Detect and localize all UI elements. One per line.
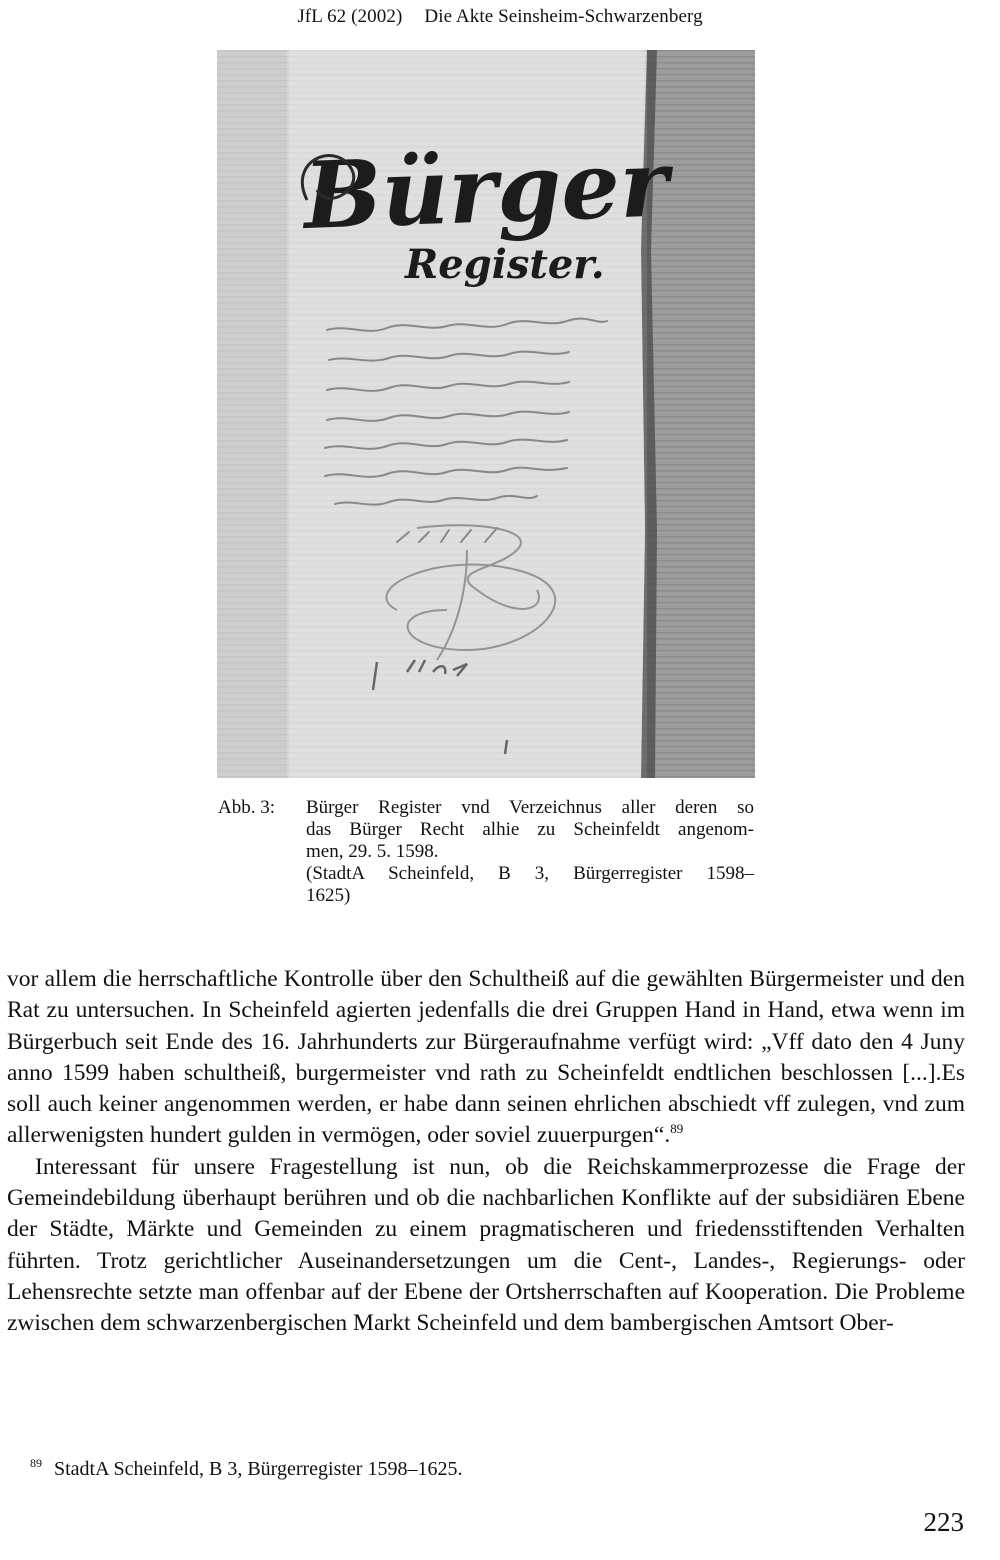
paragraph [7, 964, 965, 1152]
paragraph-text: vor allem die herrschaftliche Kontrolle über den Schultheiß auf die gewählten Bürgermeister und den Rat zu untersuchen. In Scheinfeld agierten jedenfalls die drei Gruppen Hand in Hand, etwa wenn im Bürgerbuch seit Ende des 16. Jahrhunderts zur Bürgeraufnahme verfügt wird: „Vff dato den 4 Juny anno 1599 haben schultheiß, burgermeister vnd rath zu Scheinfeldt endtlichen beschlossen [...].Es soll auch keiner angenommen werden, er habe dann seinen ehrlichen abschiedt vff zulegen, vnd zum allerwenigsten hundert gulden in vermögen, oder soviel zuuerpurgen“. [7, 966, 965, 1149]
footnote-number: 89 [30, 1456, 42, 1470]
footnote-reference[interactable]: 89 [670, 1121, 684, 1137]
manuscript-title: Bürger [301, 129, 670, 250]
body-text [7, 964, 965, 1340]
running-head [0, 6, 1000, 28]
page-number: 223 [923, 1507, 964, 1537]
caption-line: das Bürger Recht alhie zu Scheinfeldt angenom- [306, 819, 754, 840]
caption-body [306, 797, 754, 907]
manuscript-photo [217, 50, 755, 778]
manuscript-illustration [217, 50, 755, 778]
journal-reference: JfL 62 (2002) [297, 6, 403, 27]
paragraph-text: Interessant für unsere Fragestellung ist nun, ob die Reichskammerprozesse die Frage der Gemeindebildung überhaupt berühren und ob die nachbarlichen Konflikte auf der subsidiären Ebene der Städte, Märkte und Gemeinden zu einem pragmatischeren und friedensstiftenden Verhalten führten. Trotz gerichtlicher Auseinandersetzungen um die Cent-, Landes-, Regierungs- oder Lehensrechte setzte man offenbar auf der Ebene der Ortsherrschaften auf Kooperation. Die Probleme zwischen dem schwarzenbergischen Markt Scheinfeld und dem bambergischen Amtsort Ober- [7, 1153, 965, 1337]
caption-line: 1625) [306, 885, 351, 906]
caption-line: Bürger Register vnd Verzeichnus aller deren so [306, 797, 754, 818]
footnote-text: StadtA Scheinfeld, B 3, Bürgerregister 1598–1625. [54, 1458, 463, 1480]
paragraph [7, 1152, 965, 1340]
caption-label: Abb. 3: [218, 797, 275, 818]
caption-line: men, 29. 5. 1598. [306, 841, 439, 862]
caption-line: (StadtA Scheinfeld, B 3, Bürgerregister 1598– [306, 863, 754, 884]
article-title: Die Akte Seinsheim-Schwarzenberg [424, 6, 703, 27]
footnote [30, 1456, 462, 1481]
manuscript-subtitle: Register. [405, 241, 605, 288]
figure-caption [218, 797, 754, 907]
